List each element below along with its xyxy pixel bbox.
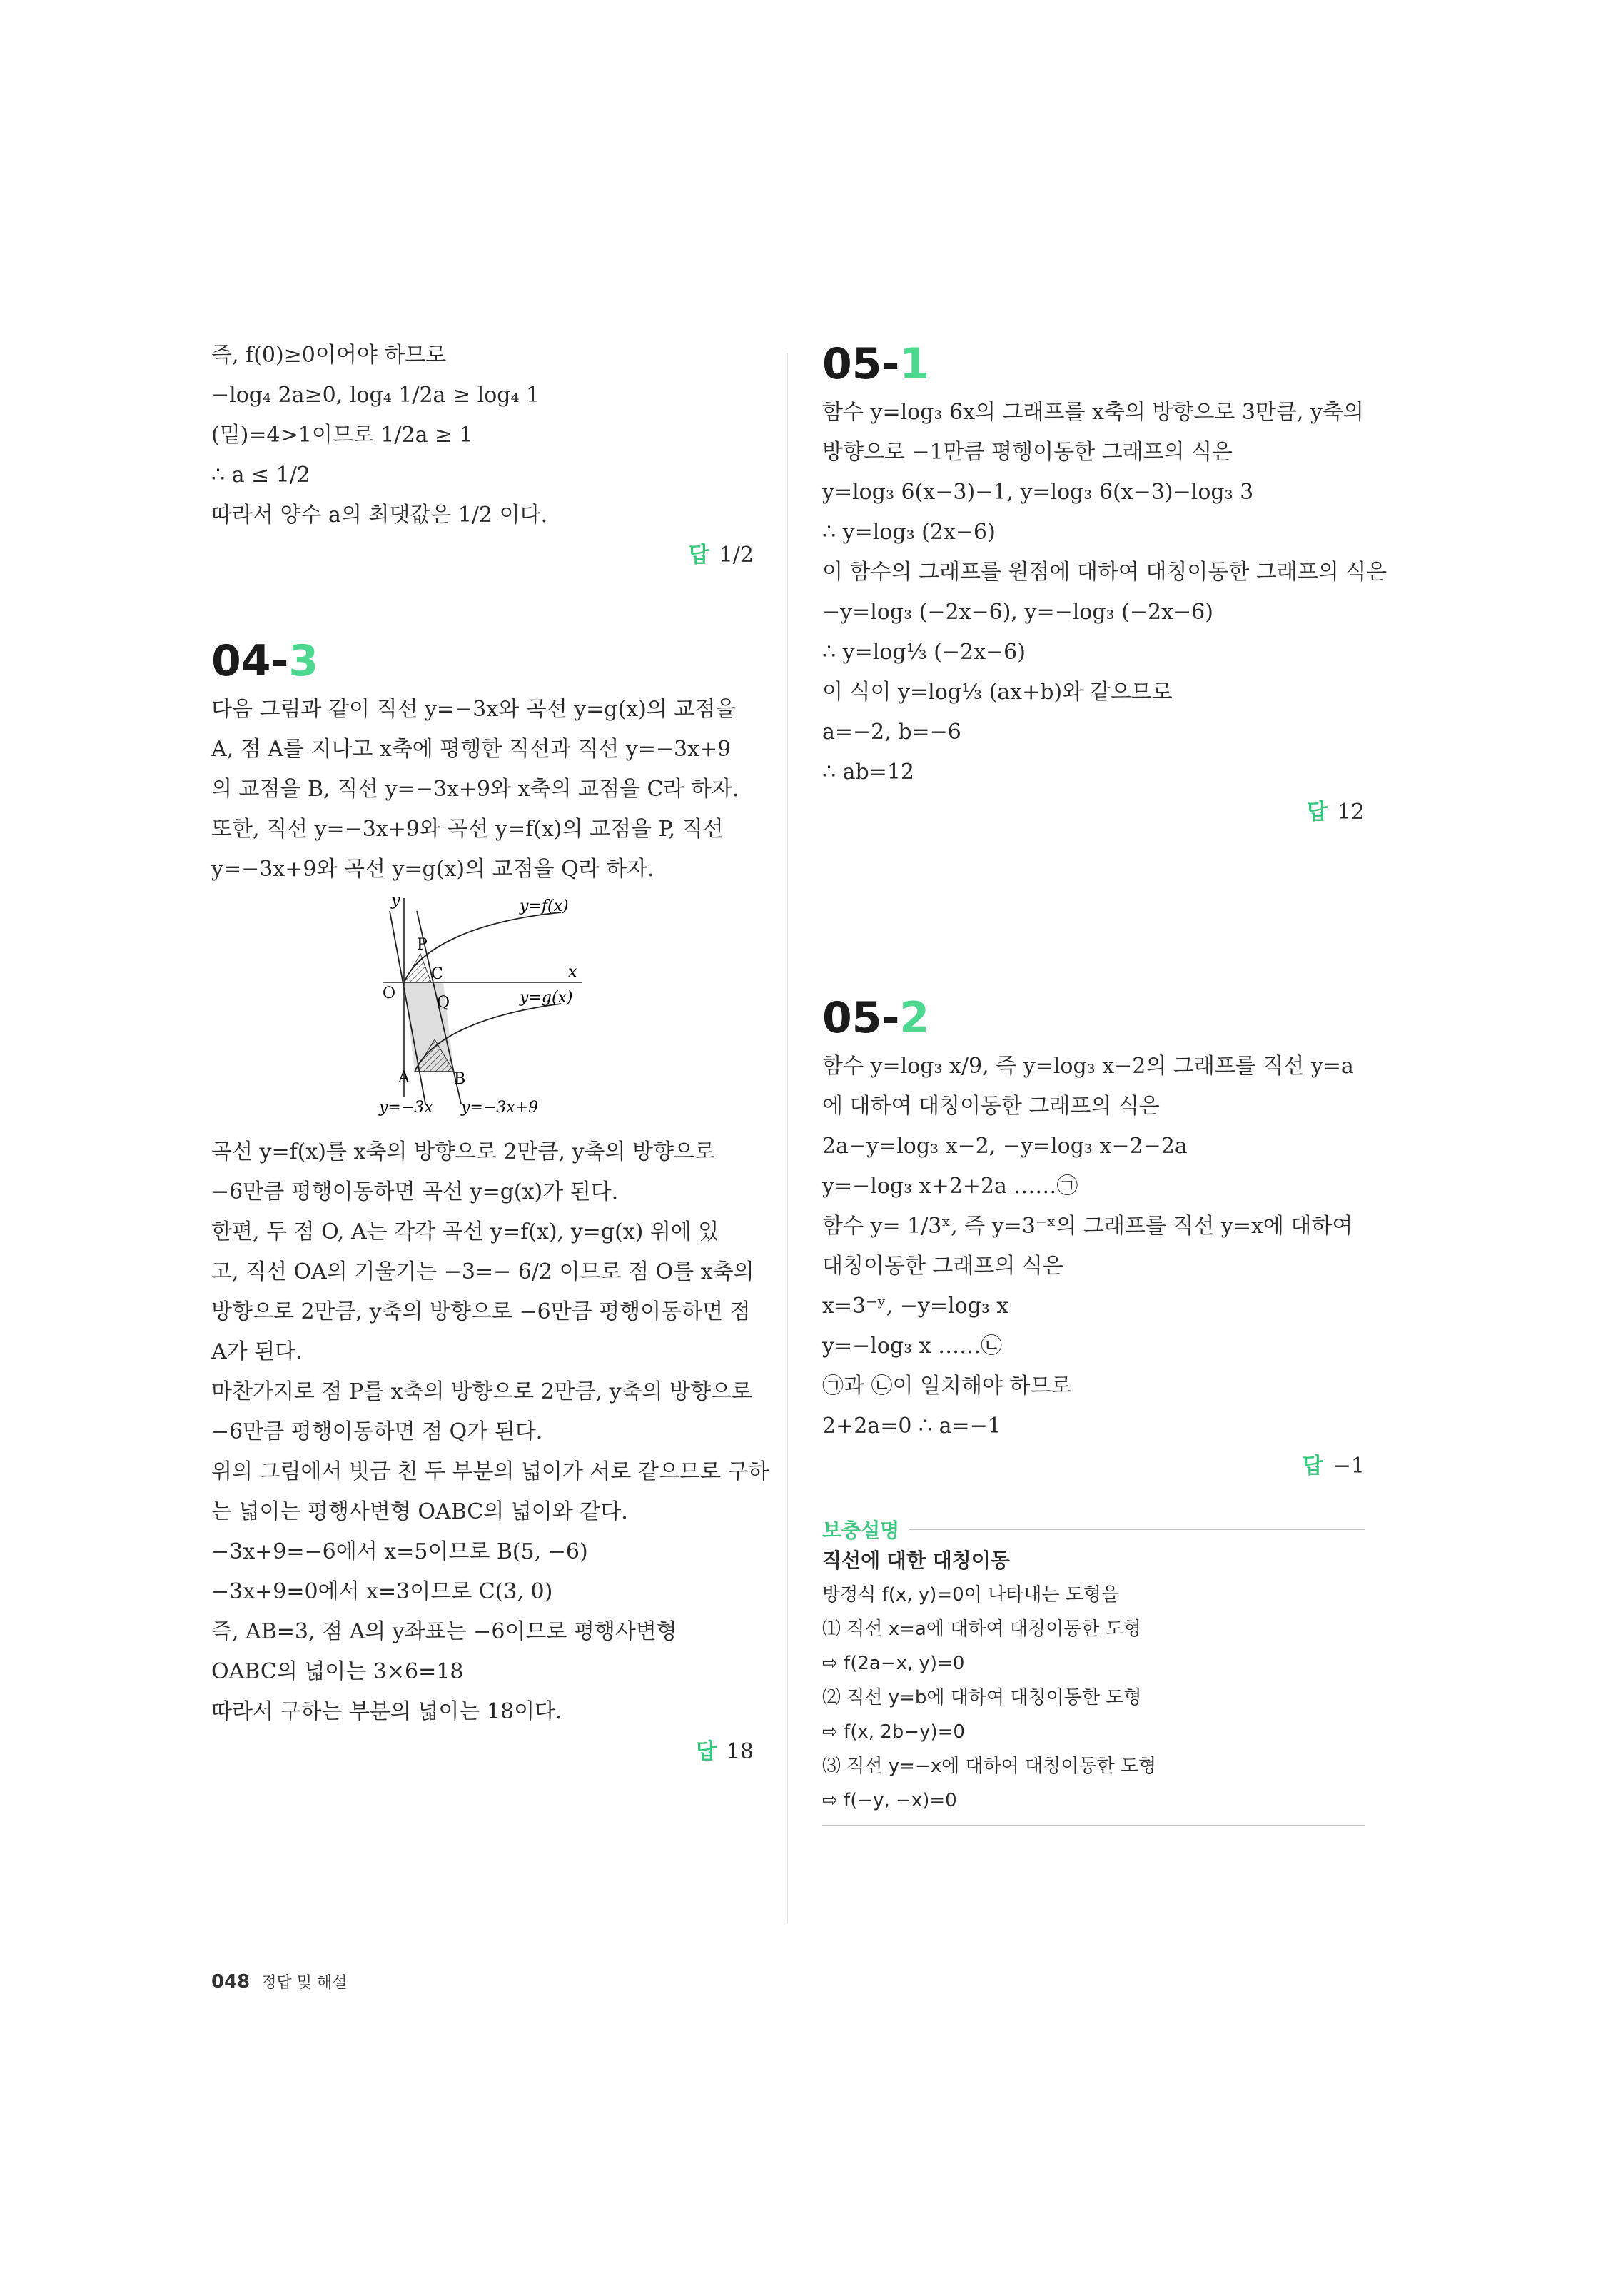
text-line: ㉠과 ㉡이 일치해야 하므로 [822, 1374, 1072, 1399]
answer-04-3 [211, 1732, 754, 1772]
problem-title-05-1: 05-1 [822, 339, 930, 389]
text-line: 2+2a=0 ∴ a=−1 [822, 1414, 1001, 1439]
label-gx: y=g(x) [520, 989, 573, 1007]
graph-svg [211, 890, 754, 1118]
supplement-line: ⇨ f(2a−x, y)=0 [822, 1653, 965, 1674]
text-line: 다음 그림과 같이 직선 y=−3x와 곡선 y=g(x)의 교점을 [211, 697, 737, 722]
text-line: −6만큼 평행이동하면 점 Q가 된다. [211, 1419, 543, 1444]
text-line: 즉, f(0)≥0이어야 하므로 [211, 343, 447, 368]
text-line: y=−log₃ x+2+2a ……㉠ [822, 1174, 1078, 1199]
text-line: A가 된다. [211, 1339, 303, 1364]
text-line: y=−log₃ x ……㉡ [822, 1334, 1003, 1359]
text-line: 방향으로 2만큼, y축의 방향으로 −6만큼 평행이동하면 점 [211, 1299, 751, 1324]
solution-05-1 [822, 393, 1387, 792]
text-line: 또한, 직선 y=−3x+9와 곡선 y=f(x)의 교점을 P, 직선 [211, 817, 724, 842]
answer-04-2 [211, 535, 754, 575]
text-line: 이 함수의 그래프를 원점에 대하여 대칭이동한 그래프의 식은 [822, 560, 1387, 585]
text-line: 대칭이동한 그래프의 식은 [822, 1254, 1063, 1279]
text-line: ∴ ab=12 [822, 760, 915, 785]
text-line: OABC의 넓이는 3×6=18 [211, 1659, 464, 1684]
supplement-line: ⑴ 직선 x=a에 대하여 대칭이동한 도형 [822, 1618, 1141, 1640]
text-line: (밑)=4>1이므로 1/2a ≥ 1 [211, 423, 473, 448]
text-line: 한편, 두 점 O, A는 각각 곡선 y=f(x), y=g(x) 위에 있 [211, 1219, 719, 1244]
footer-label: 정답 및 해설 [261, 1974, 348, 1992]
graph-figure [211, 890, 754, 1118]
text-line: ∴ y=log⅓ (−2x−6) [822, 640, 1026, 665]
text-line: ∴ y=log₃ (2x−6) [822, 520, 996, 545]
label-line2: y=−3x+9 [461, 1099, 539, 1117]
answer-05-1 [822, 792, 1365, 832]
text-line: 마찬가지로 점 P를 x축의 방향으로 2만큼, y축의 방향으로 [211, 1379, 753, 1404]
supplement-line: ⇨ f(x, 2b−y)=0 [822, 1721, 965, 1743]
text-line: x=3⁻ʸ, −y=log₃ x [822, 1294, 1009, 1319]
intro-block [211, 336, 754, 535]
supplement-line: ⑶ 직선 y=−x에 대하여 대칭이동한 도형 [822, 1756, 1157, 1777]
right-column [822, 336, 1387, 1826]
answer-tag: 답 [695, 1739, 717, 1764]
supplement-header [822, 1515, 1365, 1544]
answer-value: 18 [726, 1739, 754, 1764]
text-line: −log₄ 2a≥0, log₄ 1/2a ≥ log₄ 1 [211, 383, 540, 408]
page-footer [211, 1970, 348, 1993]
supplement-title: 직선에 대한 대칭이동 [822, 1549, 1010, 1572]
text-line: 는 넓이는 평행사변형 OABC의 넓이와 같다. [211, 1499, 628, 1524]
column-divider [787, 353, 788, 1924]
label-o: O [383, 985, 396, 1002]
label-x: x [568, 963, 577, 981]
problem-title-04-3: 04-3 [211, 636, 319, 686]
supplement-line: ⑵ 직선 y=b에 대하여 대칭이동한 도형 [822, 1687, 1142, 1708]
text-line: 에 대하여 대칭이동한 그래프의 식은 [822, 1094, 1160, 1119]
text-line: −6만큼 평행이동하면 곡선 y=g(x)가 된다. [211, 1179, 619, 1204]
text-line: 곡선 y=f(x)를 x축의 방향으로 2만큼, y축의 방향으로 [211, 1139, 715, 1164]
text-line: 의 교점을 B, 직선 y=−3x+9와 x축의 교점을 C라 하자. [211, 777, 739, 802]
text-line: 따라서 구하는 부분의 넓이는 18이다. [211, 1699, 562, 1724]
label-a: A [398, 1069, 410, 1087]
answer-tag: 답 [688, 543, 709, 568]
text-line: y=log₃ 6(x−3)−1, y=log₃ 6(x−3)−log₃ 3 [822, 480, 1254, 505]
text-line: −3x+9=0에서 x=3이므로 C(3, 0) [211, 1579, 553, 1604]
text-line: A, 점 A를 지나고 x축에 평행한 직선과 직선 y=−3x+9 [211, 737, 732, 762]
answer-05-2 [822, 1446, 1365, 1486]
text-line: 즉, AB=3, 점 A의 y좌표는 −6이므로 평행사변형 [211, 1619, 677, 1644]
text-line: ∴ a ≤ 1/2 [211, 463, 310, 488]
answer-tag: 답 [1302, 1454, 1323, 1479]
label-b: B [454, 1070, 466, 1088]
text-line: 함수 y=log₃ x/9, 즉 y=log₃ x−2의 그래프를 직선 y=a [822, 1054, 1354, 1079]
answer-value: 1/2 [719, 543, 754, 568]
answer-value: 12 [1337, 800, 1365, 825]
supplement-line: ⇨ f(−y, −x)=0 [822, 1790, 957, 1811]
text-line: 고, 직선 OA의 기울기는 −3=− 6/2 이므로 점 O를 x축의 [211, 1259, 754, 1284]
supplement-box [822, 1515, 1365, 1826]
answer-tag: 답 [1306, 800, 1328, 825]
label-c: C [431, 965, 443, 983]
answer-value: −1 [1333, 1454, 1365, 1479]
supplement-label: 보충설명 [822, 1519, 900, 1542]
text-line: a=−2, b=−6 [822, 720, 961, 745]
label-q: Q [437, 994, 450, 1012]
label-y: y [391, 892, 400, 910]
page-number: 048 [211, 1971, 251, 1993]
label-p: P [417, 936, 428, 954]
text-line: 함수 y= 1/3ˣ, 즉 y=3⁻ˣ의 그래프를 직선 y=x에 대하여 [822, 1214, 1353, 1239]
supplement-rule [909, 1529, 1365, 1530]
text-line: 함수 y=log₃ 6x의 그래프를 x축의 방향으로 3만큼, y축의 [822, 400, 1364, 425]
text-line: y=−3x+9와 곡선 y=g(x)의 교점을 Q라 하자. [211, 857, 654, 882]
solution-05-2 [822, 1047, 1365, 1446]
left-column [211, 336, 769, 1772]
label-fx: y=f(x) [520, 897, 569, 915]
text-line: −y=log₃ (−2x−6), y=−log₃ (−2x−6) [822, 600, 1213, 625]
text-line: 방향으로 −1만큼 평행이동한 그래프의 식은 [822, 440, 1233, 465]
problem-title-05-2: 05-2 [822, 993, 930, 1043]
text-line: −3x+9=−6에서 x=5이므로 B(5, −6) [211, 1539, 588, 1564]
text-line: 2a−y=log₃ x−2, −y=log₃ x−2−2a [822, 1134, 1188, 1159]
text-line: 위의 그림에서 빗금 친 두 부분의 넓이가 서로 같으므로 구하 [211, 1459, 769, 1484]
problem-block [211, 690, 754, 890]
label-line1: y=−3x [379, 1099, 433, 1117]
supplement-bottom-rule [822, 1825, 1365, 1826]
text-line: 따라서 양수 a의 최댓값은 1/2 이다. [211, 503, 548, 528]
supplement-line: 방정식 f(x, y)=0이 나타내는 도형을 [822, 1584, 1120, 1606]
solution-block [211, 1132, 769, 1732]
text-line: 이 식이 y=log⅓ (ax+b)와 같으므로 [822, 680, 1173, 705]
